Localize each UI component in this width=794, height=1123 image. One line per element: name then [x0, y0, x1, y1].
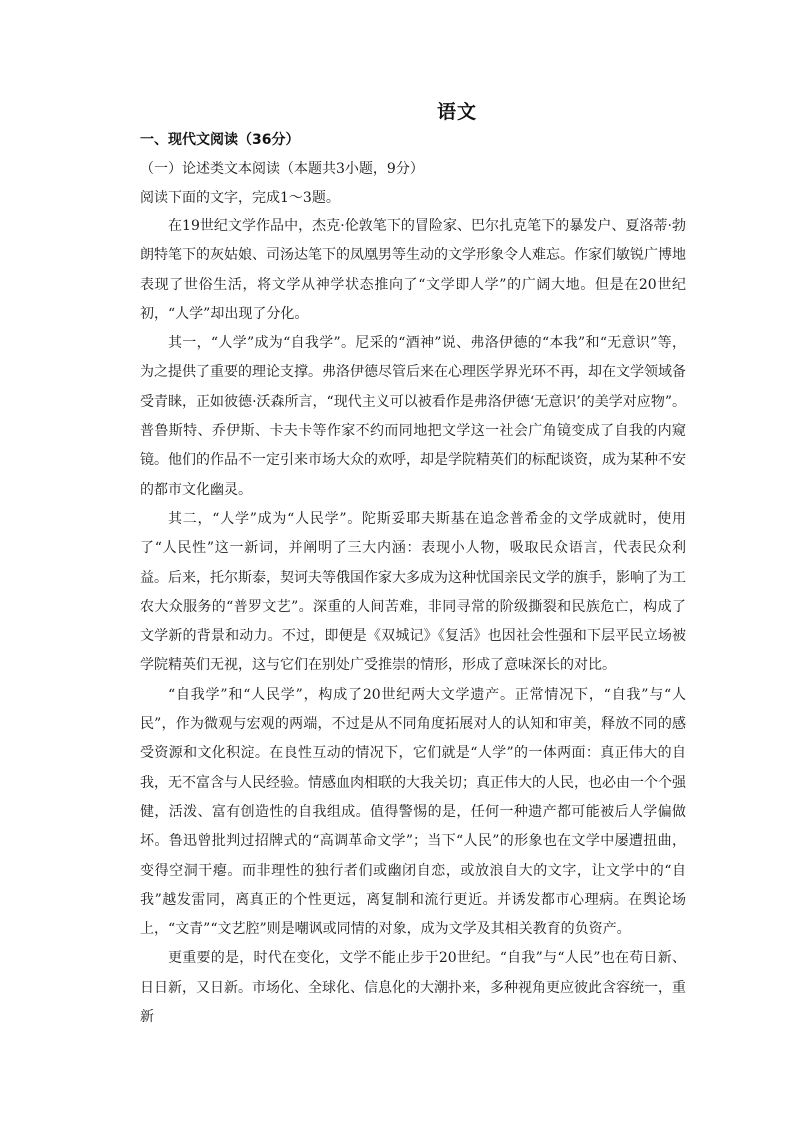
paragraph-1: 在19世纪文学作品中，杰克·伦敦笔下的冒险家、巴尔扎克笔下的暴发户、夏洛蒂·勃朗特笔下的灰姑娘、司汤达笔下的凤凰男等生动的文学形象令人难忘。作家们敏锐广博地表现了世俗生活，将文学从神学状态推向了“文学即人学”的广阔大地。但是在20世纪初，“人学”却出现了分化。	[140, 218, 686, 322]
document-title: 语文	[437, 101, 478, 123]
section-heading: 一、现代文阅读（36分）	[140, 132, 300, 148]
reading-instruction: 阅读下面的文字，完成1～3题。	[140, 190, 340, 206]
paragraph-2: 其一，“人学”成为“自我学”。尼采的“酒神”说、弗洛伊德的“本我”和“无意识”等，为之提供了重要的理论支撑。弗洛伊德尽管后来在心理医学界光环不再，却在文学领域备受青睐，正如彼德·沃森所言，“现代主义可以被看作是弗洛伊德‘无意识’的美学对应物”。普鲁斯特、乔伊斯、卡夫卡等作家不约而同地把文学这一社会广角镜变成了自我的内窥镜。他们的作品不一定引来市场大众的欢呼，却是学院精英们的标配谈资，成为某种不安的都市文化幽灵。	[140, 335, 686, 498]
paragraph-4: “自我学”和“人民学”，构成了20世纪两大文学遗产。正常情况下，“自我”与“人民”，作为微观与宏观的两端，不过是从不同角度拓展对人的认知和审美，释放不同的感受资源和文化积淀。在良性互动的情况下，它们就是“人学”的一体两面：真正伟大的自我，无不富含与人民经验。情感血肉相联的大我关切；真正伟大的人民，也必由一个个强健，活泼、富有创造性的自我组成。值得警惕的是，任何一种遗产都可能被后人学偏做坏。鲁迅曾批判过招牌式的“高调革命文学”；当下“人民”的形象也在文学中屡遭扭曲，变得空洞干瘪。而非理性的独行者们或幽闭自恋，或放浪自大的文字，让文学中的“自我”越发雷同，离真正的个性更远，离复制和流行更近。并诱发都市心理病。在舆论场上，“文青”“文艺腔”则是嘲讽或同情的对象，成为文学及其相关教育的负资产。	[140, 686, 686, 938]
article-body	[140, 212, 686, 1032]
sub-heading: （一）论述类文本阅读（本题共3小题，9分）	[140, 161, 424, 177]
paragraph-3: 其二，“人学”成为“人民学”。陀斯妥耶夫斯基在追念普希金的文学成就时，使用了“人民性”这一新词，并阐明了三大内涵：表现小人物，吸取民众语言，代表民众利益。后来，托尔斯泰，契诃夫等俄国作家大多成为这种忧国亲民文学的旗手，影响了为工农大众服务的“普罗文艺”。深重的人间苦难，非同寻常的阶级撕裂和民族危亡，构成了文学新的背景和动力。不过，即便是《双城记》《复活》也因社会性强和下层平民立场被学院精英们无视，这与它们在别处广受推崇的情形，形成了意味深长的对比。	[140, 510, 686, 674]
paragraph-5: 更重要的是，时代在变化，文学不能止步于20世纪。“自我”与“人民”也在苟日新、日日新，又日新。市场化、全球化、信息化的大潮扑来，多种视角更应彼此含容统一，重新	[140, 950, 686, 1026]
